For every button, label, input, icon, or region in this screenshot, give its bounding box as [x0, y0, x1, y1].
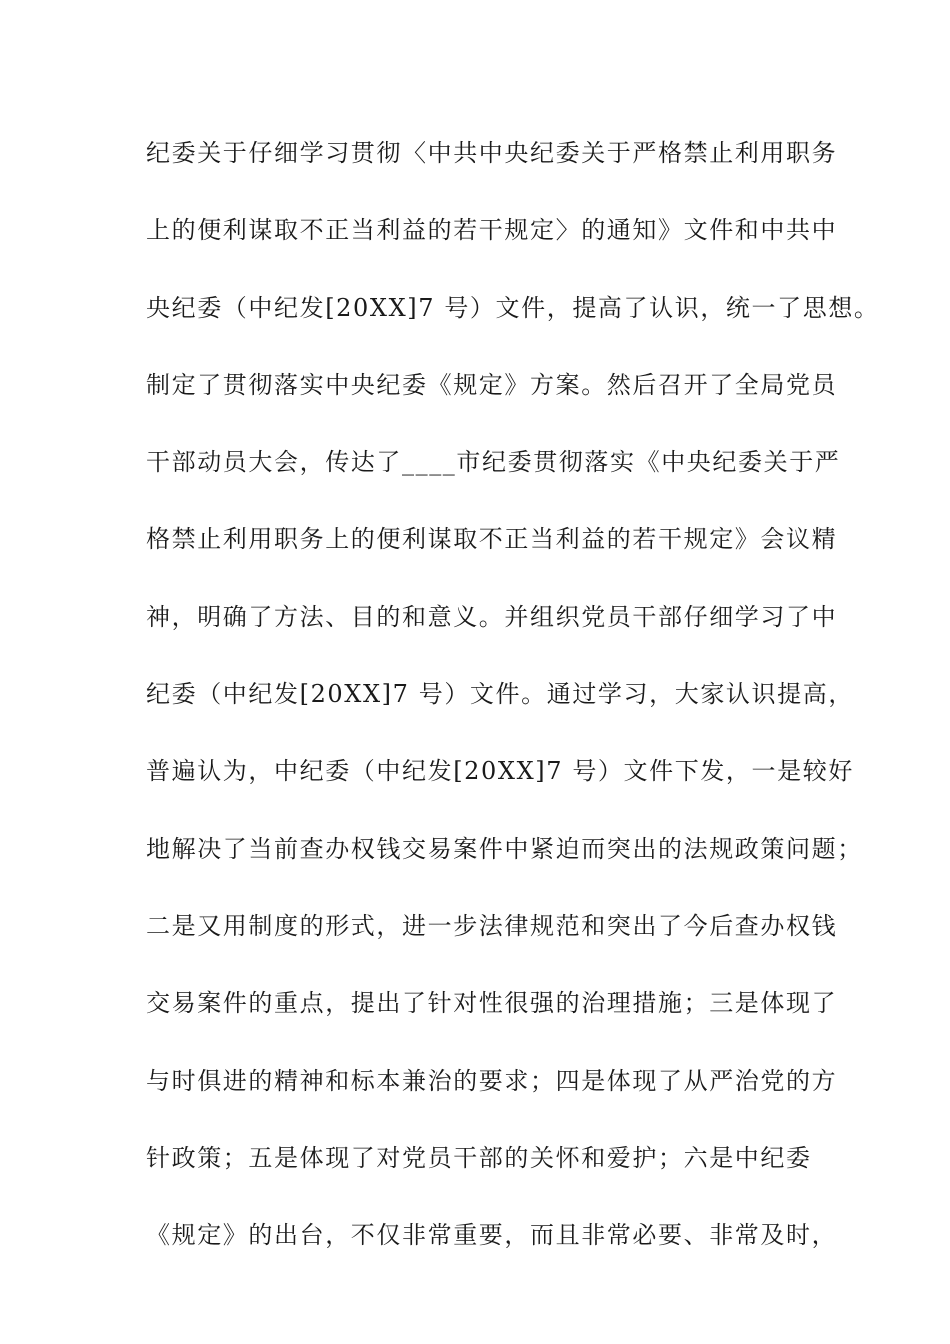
text-line: 神，明确了方法、目的和意义。并组织党员干部仔细学习了中 — [146, 602, 838, 631]
text-line: 二是又用制度的形式，进一步法律规范和突出了今后查办权钱 — [146, 911, 838, 940]
text-line: 格禁止利用职务上的便利谋取不正当利益的若干规定》会议精 — [146, 525, 838, 554]
body-text — [146, 131, 880, 1290]
text-line: 干部动员大会，传达了____市纪委贯彻落实《中央纪委关于严 — [146, 448, 841, 477]
text-line: 制定了贯彻落实中央纪委《规定》方案。然后召开了全局党员 — [146, 370, 838, 399]
text-line: 普遍认为，中纪委（中纪发[20XX]7 号）文件下发，一是较好 — [146, 757, 854, 786]
text-line: 针政策；五是体现了对党员干部的关怀和爱护；六是中纪委 — [146, 1143, 812, 1172]
text-line: 上的便利谋取不正当利益的若干规定〉的通知》文件和中共中 — [146, 216, 838, 245]
text-line: 与时俱进的精神和标本兼治的要求；四是体现了从严治党的方 — [146, 1066, 838, 1095]
text-line: 纪委（中纪发[20XX]7 号）文件。通过学习，大家认识提高， — [146, 680, 854, 709]
text-line: 纪委关于仔细学习贯彻〈中共中央纪委关于严格禁止利用职务 — [146, 139, 838, 167]
text-line: 交易案件的重点，提出了针对性很强的治理措施；三是体现了 — [146, 989, 838, 1018]
text-line: 地解决了当前查办权钱交易案件中紧迫而突出的法规政策问题； — [146, 834, 863, 863]
text-line: 《规定》的出台，不仅非常重要，而且非常必要、非常及时， — [146, 1221, 838, 1250]
text-line: 央纪委（中纪发[20XX]7 号）文件，提高了认识，统一了思想。 — [146, 293, 880, 322]
